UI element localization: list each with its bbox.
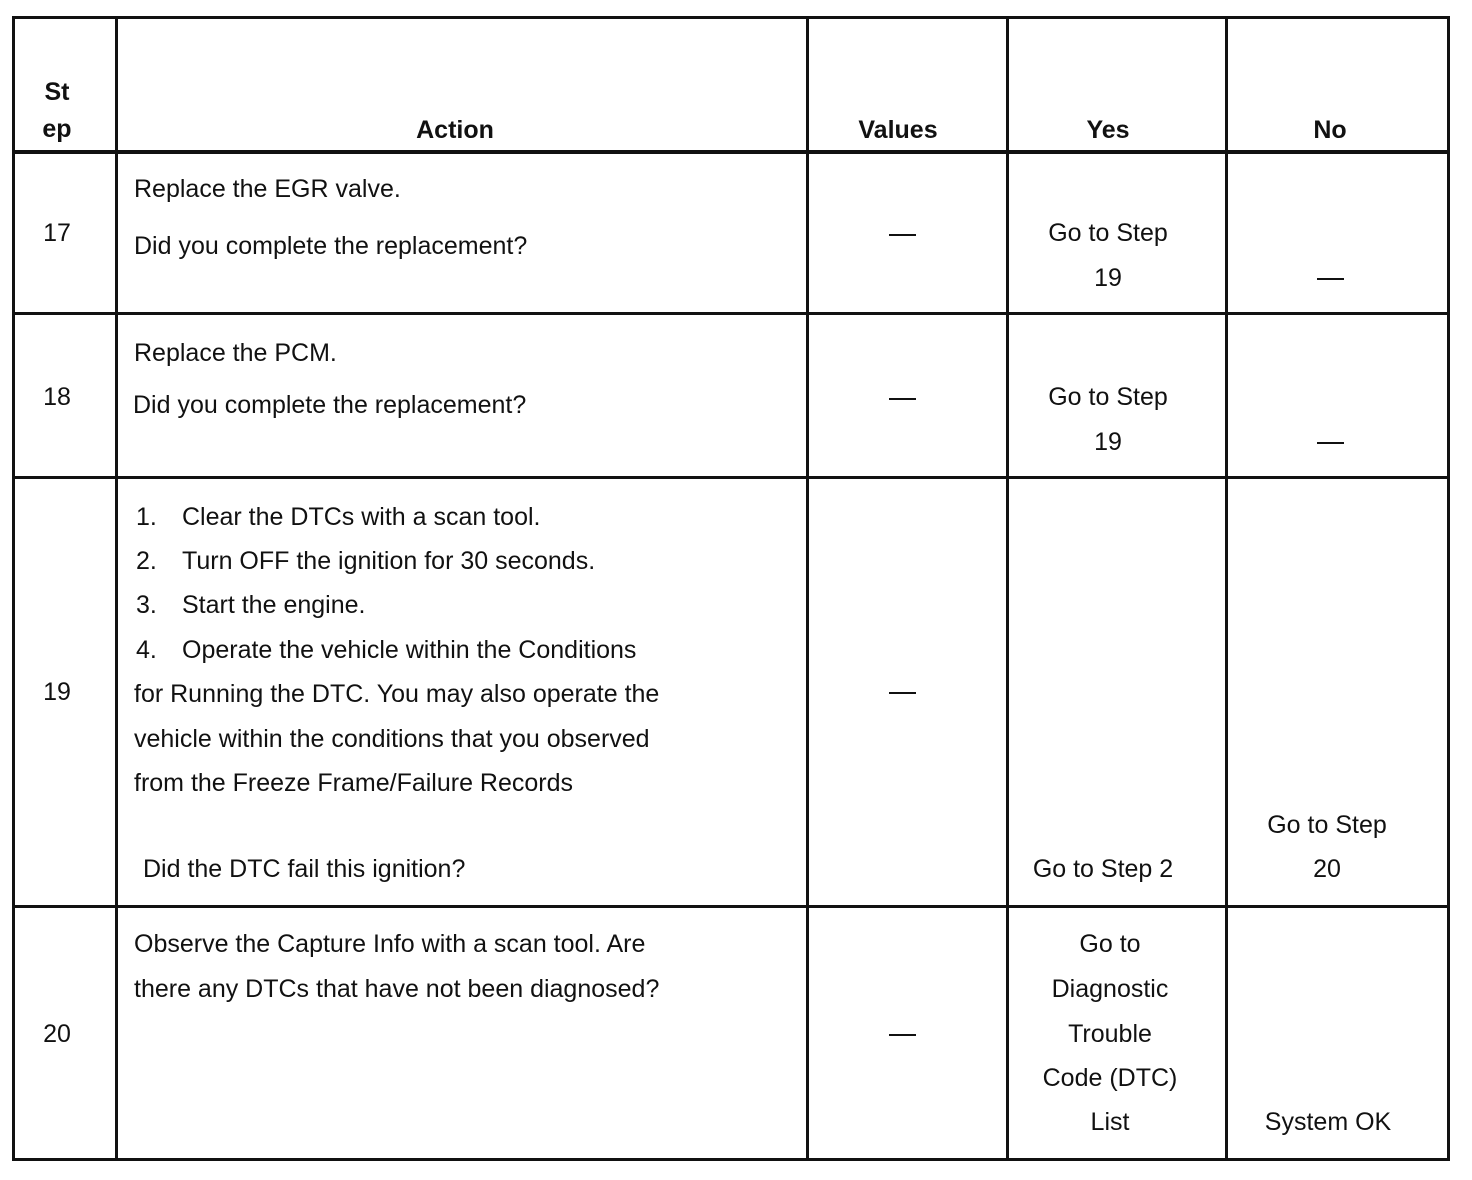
- column-divider: [1006, 16, 1009, 1161]
- row-divider: [12, 312, 1450, 315]
- step-number: 19: [43, 678, 71, 706]
- header-bottom-border: [12, 150, 1450, 154]
- list-item-number: 3.: [136, 591, 157, 619]
- row-divider: [12, 905, 1450, 908]
- yes-text: Go to Step: [1048, 383, 1168, 411]
- header-step-line2: ep: [42, 115, 72, 143]
- no-text: System OK: [1264, 1108, 1392, 1136]
- yes-text: Go to: [1079, 930, 1141, 958]
- action-text: Observe the Capture Info with a scan tool. Are: [134, 930, 646, 958]
- action-continuation: vehicle within the conditions that you observed: [134, 725, 650, 753]
- column-divider: [1225, 16, 1228, 1161]
- values-dash: [889, 234, 916, 236]
- no-dash: [1317, 278, 1344, 280]
- action-text: Replace the PCM.: [134, 339, 337, 367]
- no-text: Go to Step: [1267, 811, 1387, 839]
- yes-text: Diagnostic: [1051, 975, 1169, 1003]
- action-text: Replace the EGR valve.: [134, 175, 401, 203]
- header-no: No: [1313, 116, 1347, 144]
- list-item-number: 1.: [136, 503, 157, 531]
- action-text: there any DTCs that have not been diagnosed?: [134, 975, 660, 1003]
- column-divider: [806, 16, 809, 1161]
- action-continuation: from the Freeze Frame/Failure Records: [134, 769, 574, 797]
- header-values: Values: [858, 116, 938, 144]
- yes-text: Trouble: [1068, 1020, 1152, 1048]
- header-step: [42, 78, 71, 143]
- action-text: Did you complete the replacement?: [133, 391, 527, 419]
- step-number: 17: [43, 219, 71, 247]
- header-action: Action: [416, 116, 494, 144]
- action-question: Did the DTC fail this ignition?: [143, 855, 466, 883]
- table-bottom-border: [12, 1158, 1450, 1161]
- action-text: Did you complete the replacement?: [134, 232, 528, 260]
- action-continuation: for Running the DTC. You may also operate the: [134, 680, 660, 708]
- yes-text: 19: [1094, 264, 1122, 292]
- yes-text: Go to Step 2: [1032, 855, 1174, 883]
- values-dash: [889, 1034, 916, 1036]
- list-item-number: 4.: [136, 636, 157, 664]
- step-number: 18: [43, 383, 71, 411]
- values-dash: [889, 692, 916, 694]
- list-item-text: Clear the DTCs with a scan tool.: [182, 503, 541, 531]
- step-number: 20: [43, 1020, 71, 1048]
- list-item-number: 2.: [136, 547, 157, 575]
- header-step-line1: St: [44, 78, 70, 106]
- list-item-text: Start the engine.: [182, 591, 366, 619]
- yes-text: 19: [1094, 428, 1122, 456]
- header-yes: Yes: [1086, 116, 1130, 144]
- column-divider: [12, 16, 15, 1161]
- yes-text: Go to Step: [1048, 219, 1168, 247]
- table-top-border: [12, 16, 1450, 19]
- yes-text: List: [1090, 1108, 1130, 1136]
- values-dash: [889, 398, 916, 400]
- row-divider: [12, 476, 1450, 479]
- no-dash: [1317, 442, 1344, 444]
- list-item-text: Operate the vehicle within the Conditions: [182, 636, 637, 664]
- list-item-text: Turn OFF the ignition for 30 seconds.: [182, 547, 596, 575]
- table-right-border: [1447, 16, 1450, 1161]
- column-divider: [115, 16, 118, 1161]
- no-text: 20: [1313, 855, 1341, 883]
- yes-text: Code (DTC): [1042, 1064, 1178, 1092]
